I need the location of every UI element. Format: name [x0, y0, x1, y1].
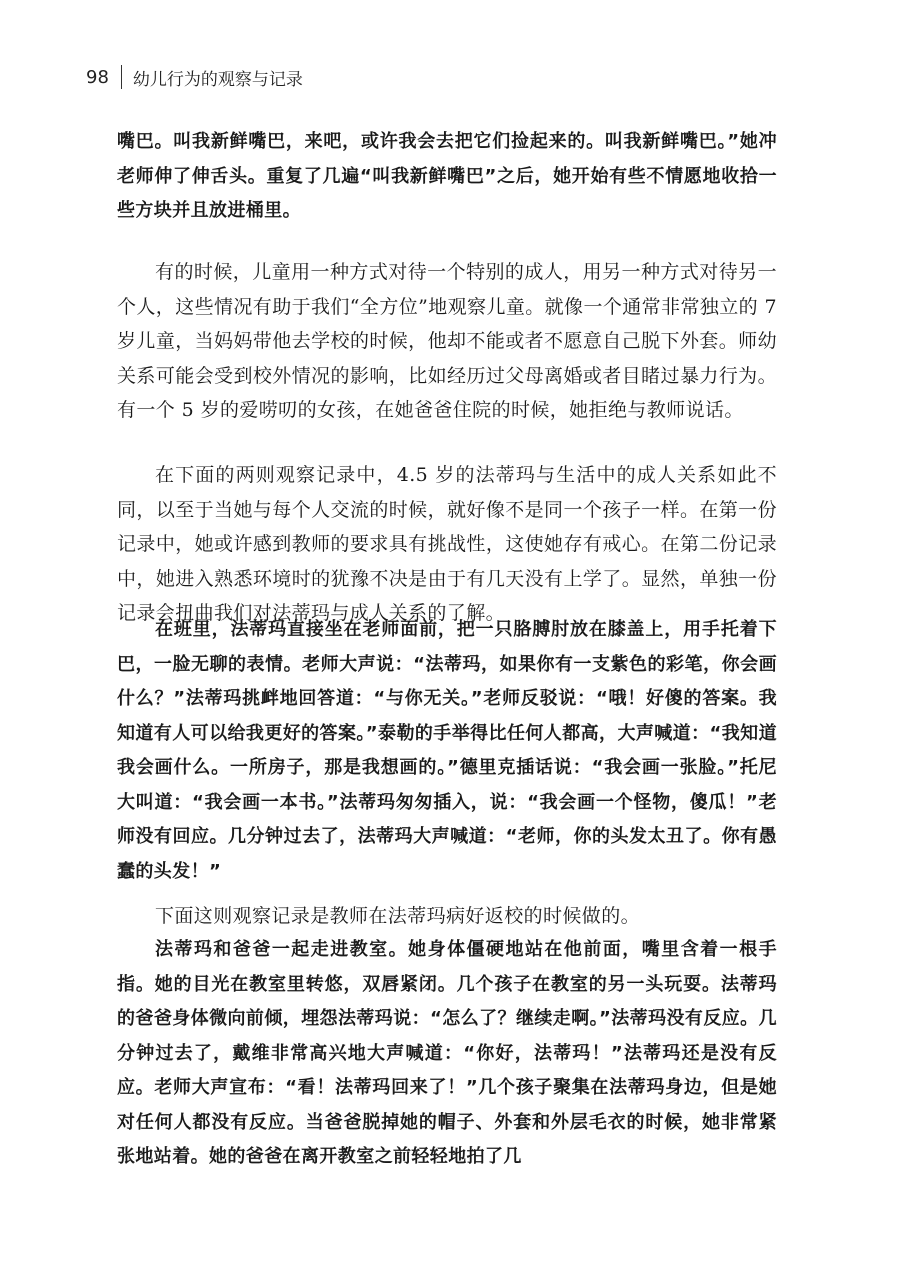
header-divider — [121, 65, 122, 89]
body-paragraph-two-observations: 在下面的两则观察记录中，4.5 岁的法蒂玛与生活中的成人关系如此不同，以至于当她与每个人交流的时候，就好像不是同一个孩子一样。在第一份记录中，她或许感到教师的要求具有挑战性，这使她存有戒心。在第二份记录中，她进入熟悉环境时的犹豫不决是由于有几天没有上学了。显然，单独一份记录会扭曲我们对法蒂玛与成人关系的了解。 — [117, 464, 777, 624]
running-header — [86, 62, 303, 92]
page-number: 98 — [86, 66, 109, 88]
observation-continued-paragraph: 嘴巴。叫我新鲜嘴巴，来吧，或许我会去把它们捡起来的。叫我新鲜嘴巴。”她冲老师伸了伸舌头。重复了几遍“叫我新鲜嘴巴”之后，她开始有些不情愿地收拾一些方块并且放进桶里。 — [117, 131, 777, 221]
observation-paragraph-return: 法蒂玛和爸爸一起走进教室。她身体僵硬地站在他前面，嘴里含着一根手指。她的目光在教室里转悠，双唇紧闭。几个孩子在教室的另一头玩耍。法蒂玛的爸爸身体微向前倾，埋怨法蒂玛说：“怎么了？继续走啊。”法蒂玛没有反应。几分钟过去了，戴维非常高兴地大声喊道：“你好，法蒂玛！”法蒂玛还是没有反应。老师大声宣布：“看！法蒂玛回来了！”几个孩子聚集在法蒂玛身边，但是她对任何人都没有反应。当爸爸脱掉她的帽子、外套和外层毛衣的时候，她非常紧张地站着。她的爸爸在离开教室之前轻轻地拍了几 — [117, 939, 777, 1167]
body-paragraph-perspectives: 有的时候，儿童用一种方式对待一个特别的成人，用另一种方式对待另一个人，这些情况有助于我们“全方位”地观察儿童。就像一个通常非常独立的 7 岁儿童，当妈妈带他去学校的时候，他却不能或者不愿意自己脱下外套。师幼关系可能会受到校外情况的影响，比如经历过父母离婚或者目睹过暴力行为。有一个 5 岁的爱唠叨的女孩，在她爸爸住院的时候，她拒绝与教师说话。 — [117, 261, 777, 421]
observation-paragraph-class: 在班里，法蒂玛直接坐在老师面前，把一只胳膊肘放在膝盖上，用手托着下巴，一脸无聊的表情。老师大声说：“法蒂玛，如果你有一支紫色的彩笔，你会画什么？”法蒂玛挑衅地回答道：“与你无关。”老师反驳说：“哦！好傻的答案。我知道有人可以给我更好的答案。”泰勒的手举得比任何人都高，大声喊道：“我知道我会画什么。一所房子，那是我想画的。”德里克插话说：“我会画一张脸。”托尼大叫道：“我会画一本书。”法蒂玛匆匆插入，说：“我会画一个怪物，傻瓜！”老师没有回应。几分钟过去了，法蒂玛大声喊道：“老师，你的头发太丑了。你有愚蠢的头发！” — [117, 619, 777, 882]
book-title: 幼儿行为的观察与记录 — [132, 69, 303, 90]
body-paragraph-intro-second: 下面这则观察记录是教师在法蒂玛病好返校的时候做的。 — [155, 905, 641, 927]
